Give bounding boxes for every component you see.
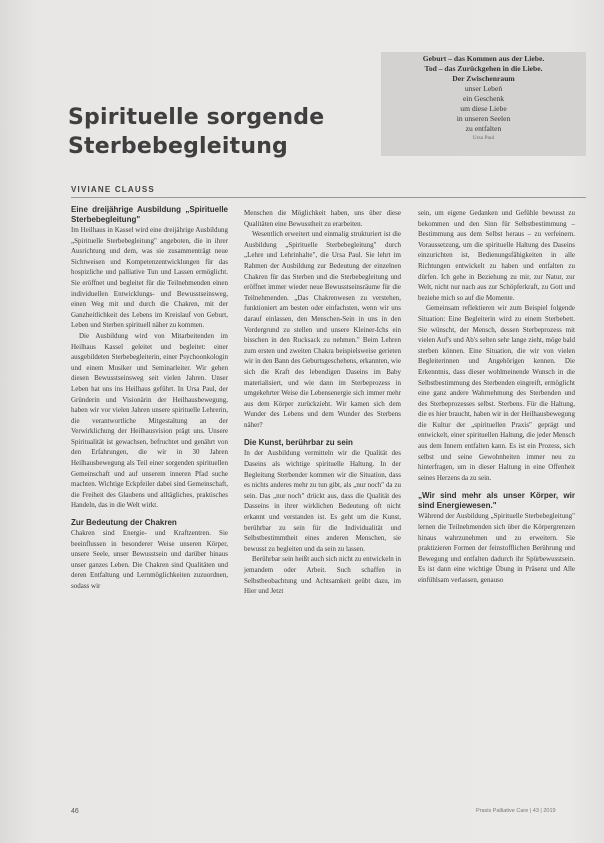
quote-line: Geburt – das Kommen aus der Liebe. bbox=[422, 54, 545, 63]
issue-info: Praxis Palliative Care | 43 | 2019 bbox=[476, 808, 556, 814]
quote-line: Tod – das Zurückgehen in die Liebe. bbox=[424, 64, 543, 73]
article-title bbox=[68, 103, 368, 161]
paragraph: Die Ausbildung wird von Mitarbeitenden im Heilhaus Kassel geleitet und begleitet: einer ausgebildeten Sterbebegleiterin, einer Psychoonkologin und einem Musiker und Seminarleiter. Wir gehen diesen Bewusstseinsweg seit vielen Jahren. Unser Leben hat uns ins Heilhaus geführt. In Ursa Paul, der Gründerin und Visionärin der Heilhausbewegung, haben wir vor vielen Jahren unsere spirituelle Lehrerin, die verantwortliche Mitgestaltung an der Verwirklichung der Heilhausvision prägt uns. Unsere Spiritualität ist gewachsen, befruchtet und genährt von den Erfahrungen, die wir in 30 Jahren Heilhausbewegung als Teil einer sorgenden spirituellen Gemeinschaft und auf unserem inneren Pfad suche machten. Wichtige Eckpfeiler dabei sind Gemeinschaft, die Freiheit des Glaubens und alltägliches, praktisches Handeln, das in die Welt wirkt. bbox=[71, 331, 228, 510]
paragraph: Chakren sind Energie- und Kraftzentren. Sie beeinflussen in besonderer Weise unseren Körper, unsere Seele, unser Bewusstsein und darüber hinaus unser ganzes Leben. Die Chakren sind Qualitäten und deren Entfaltung und Lernmöglichkeiten zuzuordnen, sodass wir bbox=[71, 529, 228, 590]
section-heading: „Wir sind mehr als unser Körper, wir sind Energiewesen." bbox=[418, 491, 575, 511]
quote-line: ein Geschenk bbox=[462, 94, 505, 103]
quote-line: um diese Liebe bbox=[460, 104, 507, 113]
divider bbox=[71, 197, 586, 198]
quote-line: zu entfalten bbox=[465, 124, 502, 133]
paragraph: Gemeinsam reflektieren wir zum Beispiel folgende Situation: Eine Begleiterin wird zu einem Sterbebett. Sie wünscht, der Mensch, dessen Sterbeprozess mit vielen Auf's und Ab's selten sehr lange zieht, möge bald sterben können. Eine Situation, die wir von vielen Begleiterinnen und Angehörigen kennen. Die Erkenntnis, dass dieser wohlmeinende Wunsch in die Selbstbestimmung des Sterbenden eingreift, ermöglicht eine ganz andere Wahrnehmung des Sterbenden und des Sterbeprozesses selbst. Sterbens. Für die Haltung, die es hier braucht, haben wir in der Heilhausbewegung die Kultur der „spirituellen Praxis" geprägt und entwickelt, einer spirituellen Haltung, die jeder Mensch aus dem Innern entfalten kann. Es ist ein Prozess, sich selbst und seine Gewohnheiten immer neu zu hinterfragen, um in dieser Haltung in eine Offenheit seines Herzens da zu sein. bbox=[418, 304, 575, 482]
paragraph: sein, um eigene Gedanken und Gefühle bewusst zu bekommen und den Sinn für Selbstbestimmung – Bestimmung aus dem Selbst heraus – zu verfeinern. Voraussetzung, um die spirituelle Haltung des Daseins einzurichten ist, Bedienungsfähigkeiten in alle Richtungen entwickelt zu haben und entfalten zu dürfen. Ich gehe in Beziehung zu mir, zur Natur, zur Welt, nicht nur nach aus zur Schöpferkraft, zu Gott und beziehe mich so auf die Momente. bbox=[418, 209, 575, 302]
column-1 bbox=[71, 205, 228, 592]
page-number: 46 bbox=[71, 808, 79, 815]
quote-line: in unseren Seelen bbox=[456, 114, 511, 123]
section-heading: Zur Bedeutung der Chakren bbox=[71, 518, 177, 528]
paragraph: Während der Ausbildung „Spirituelle Sterbebegleitung" lernen die Teilnehmenden sich über die Körpergrenzen hinaus wahrzunehmen und zu erweitern. Sie praktizieren Formen der feinstofflichen Berührung und Bewegung und entfalten dadurch ihr Spürbewusstsein. Es ist dann eine wichtige Übung in Präsenz und Alle einfühlsam verlassen, genauso bbox=[418, 512, 575, 584]
title-line-2: Sterbebegleitung bbox=[68, 134, 289, 159]
quote-line: Der Zwischenraum bbox=[452, 74, 515, 83]
column-2 bbox=[244, 208, 401, 597]
section-heading: Eine dreijährige Ausbildung „Spirituelle Sterbebegleitung" bbox=[71, 205, 228, 224]
section-heading: Die Kunst, berührbar zu sein bbox=[244, 438, 353, 448]
quote-line: unser Lebeń bbox=[464, 84, 503, 93]
paragraph: Menschen die Möglichkeit haben, uns über diese Qualitäten eine Bewusstheit zu erarbeiten. bbox=[244, 209, 401, 228]
quote-author: Ursa Paul bbox=[472, 135, 495, 141]
paragraph: Berührbar sein heißt auch sich nicht zu entwickeln in jemandem oder Arbeit. Such schaffen in Selbstbeobachtung und Achtsamkeit geübt dazu, im Hier und Jetzt bbox=[244, 555, 401, 596]
paragraph: Im Heilhaus in Kassel wird eine dreijährige Ausbildung „Spirituelle Sterbebegleitung" angeboten, die in ihrer Ausrichtung und dem, was sie zusammenträgt neue Sichtweisen und Kompetenzentwicklungen für das hospizliche und palliative Tun und Lassen ermöglicht. Sie eröffnet und begleitet für die Teilnehmenden einen individuellen Entwicklungs- und Bewusstseinsweg, einen Weg mit und durch die Chakren, mit der Ganzheitlichkeit des Lebens im Kreislauf von Geburt, Leben und Sterben spirituell näher zu kommen. bbox=[71, 226, 228, 330]
quote-box bbox=[381, 52, 586, 156]
column-3 bbox=[418, 208, 575, 586]
paragraph: In der Ausbildung vermitteln wir die Qualität des Daseins als wichtige spirituelle Haltung. In der Begleitung Sterbender kommen wir die Situation, dass es nichts anderes mehr zu tun gibt, als „nur noch" da zu sein. Das „nur noch" drückt aus, dass die Qualität des Dasseins in ihrer wirklichen Bedeutung oft nicht erkannt und verstanden ist. Es geht um die Kunst, berührbar zu sein für die Individualität und Selbstbestimmtheit eines anderen Menschen, sie bewusst zu begleiten und da sein zu lassen. bbox=[244, 449, 401, 553]
paragraph: Wesentlich erweitert und einmalig strukturiert ist die Ausbildung „Spirituelle Sterbebegleitung" durch „Lehre und Lehrinhalte", die Ursa Paul. Sie lehrt im Rahmen der Ausbildung zur Bedeutung der einzelnen Chakren für das Sterben und die Sterbebegleitung und eröffnet immer wieder neue Bewusstseinsräume für die Teilnehmenden. „Das Chakrenwesen zu verstehen, funktioniert am besten oder einfachsten, wenn wir uns darauf einlassen, den Menschen-Sein in uns in den Vordergrund zu stellen und unsere Kleiner-Ichs ein bisschen in den Rucksack zu nehmen." Beim Lehren zum ersten und zweiten Chakra beispielsweise gerieten wir in den Bann des Geburtsgeschehens, erkannten, wie sich die Kraft des lebendigen Daseins im Baby materialisiert, und wie dann im Sterbeprozess in umgekehrter Weise die Lebensenergie sich immer mehr aus dem Körper zurückzieht. Wir kamen sich dem Wunder des Lebens und dem Wunder des Sterbens näher? bbox=[244, 230, 401, 429]
author-name: VIVIANE CLAUSS bbox=[71, 185, 155, 194]
title-line-1: Spirituelle sorgende bbox=[68, 105, 325, 130]
